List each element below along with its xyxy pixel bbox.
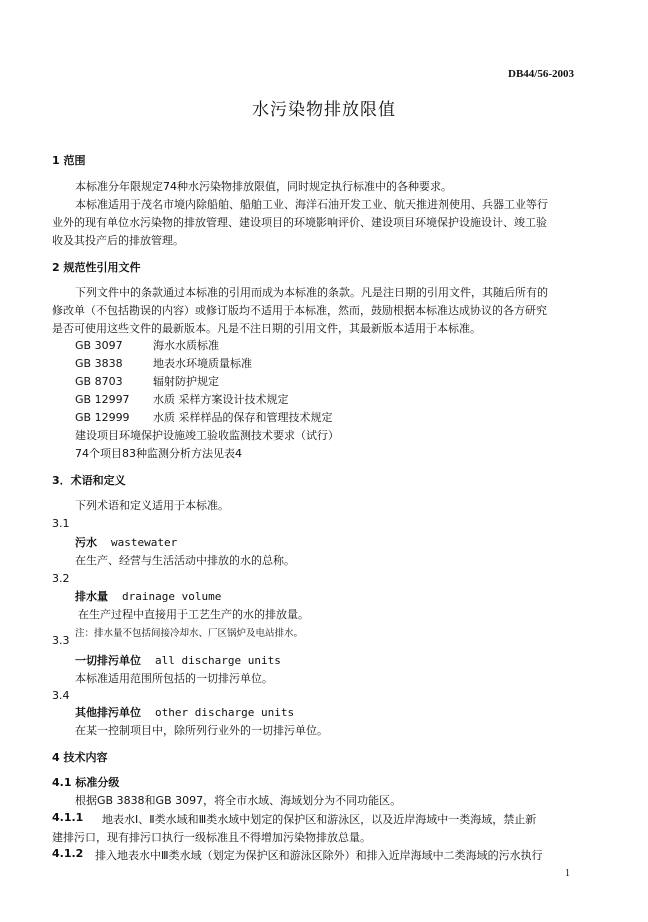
term-note: 注：排水量不包括间接冷却水、厂区锅炉及电站排水。 [75,628,304,639]
term-english: all discharge units [155,654,281,667]
section-1-paragraph-1: 本标准分年限规定74种水污染物排放限值，同时规定执行标准中的各种要求。 [75,180,452,193]
clause-4-1-1-line-1: 地表水Ⅰ、Ⅱ类水域和Ⅲ类水域中划定的保护区和游泳区，以及近岸海域中一类海域，禁止新 [102,813,537,826]
clause-4-1-2-number: 4.1.2 [52,847,84,860]
reference-code: GB 8703 [75,375,123,388]
section-2-paragraph-line-1: 下列文件中的条款通过本标准的引用而成为本标准的条款。凡是注日期的引用文件，其随后所有的 [75,286,548,299]
section-1-paragraph-2-line-3: 收及其投产后的排放管理。 [52,234,184,247]
term-english: drainage volume [122,590,222,603]
reference-title: 水质 采样方案设计技术规定 [153,393,289,406]
reference-item [75,337,219,353]
reference-item [75,373,219,389]
term-definition: 在生产、经营与生活活动中排放的水的总称。 [75,554,295,567]
term-number: 3.2 [52,572,70,585]
clause-4-1-1-number: 4.1.1 [52,811,84,824]
reference-code: GB 12997 [75,393,130,406]
clause-4-1-2-line-1: 排入地表水中Ⅲ类水域（划定为保护区和游泳区除外）和排入近岸海域中二类海域的污水执行 [95,849,543,862]
section-4-1-heading: 4.1 标准分级 [52,776,120,789]
section-1-paragraph-2-line-1: 本标准适用于茂名市境内除船舶、船舶工业、海洋石油开发工业、航天推进剂使用、兵器工业等行 [75,198,548,211]
reference-code: GB 3838 [75,357,123,370]
reference-item [75,409,333,425]
term-name: 其他排污单位 [75,706,141,719]
term-heading [75,652,281,668]
section-3-intro: 下列术语和定义适用于本标准。 [75,499,229,512]
term-number: 3.1 [52,517,70,530]
reference-code: GB 12999 [75,411,130,424]
term-name: 一切排污单位 [75,654,141,667]
term-english: other discharge units [155,706,295,719]
term-name: 污水 [75,536,97,549]
reference-title: 水质 采样样品的保存和管理技术规定 [153,411,333,424]
clause-4-1-1-line-2: 建排污口，现有排污口执行一级标准且不得增加污染物排放总量。 [52,831,371,844]
term-definition: 在某一控制项目中，除所列行业外的一切排污单位。 [75,724,328,737]
term-english: wastewater [111,536,178,549]
term-definition: 在生产过程中直接用于工艺生产的水的排放量。 [78,608,309,621]
term-heading [75,704,294,720]
term-number: 3.3 [52,634,70,647]
page-number: 1 [565,868,570,879]
section-2-paragraph-line-2: 修改单（不包括勘误的内容）或修订版均不适用于本标准，然而，鼓励根据本标准达成协议的各方研究 [52,304,547,317]
section-3-heading: 3．术语和定义 [52,474,126,487]
term-name: 排水量 [75,590,108,603]
section-1-paragraph-2-line-2: 业外的现有单位水污染物的排放管理、建设项目的环境影响评价、建设项目环境保护设施设计、竣工验 [52,216,547,229]
reference-code: GB 3097 [75,339,123,352]
document-number: DB44/56-2003 [508,68,574,80]
section-4-heading: 4 技术内容 [52,751,108,764]
document-title: 水污染物排放限值 [252,100,396,120]
reference-title: 海水水质标准 [153,339,219,352]
reference-item [75,355,252,371]
term-heading [75,534,177,550]
reference-item [75,391,289,407]
reference-extra-2: 74个项目83种监测分析方法见表4 [75,447,242,460]
term-number: 3.4 [52,689,70,702]
reference-title: 辐射防护规定 [153,375,219,388]
section-4-1-text: 根据GB 3838和GB 3097，将全市水域、海域划分为不同功能区。 [75,794,402,807]
reference-title: 地表水环境质量标准 [153,357,252,370]
section-1-heading: 1 范围 [52,154,86,167]
reference-extra-1: 建设项目环境保护设施竣工验收监测技术要求（试行） [75,429,339,442]
section-2-paragraph-line-3: 是否可使用这些文件的最新版本。凡是不注日期的引用文件，其最新版本适用于本标准。 [52,322,481,335]
term-definition: 本标准适用范围所包括的一切排污单位。 [75,672,273,685]
section-2-heading: 2 规范性引用文件 [52,261,141,274]
term-heading [75,588,221,604]
